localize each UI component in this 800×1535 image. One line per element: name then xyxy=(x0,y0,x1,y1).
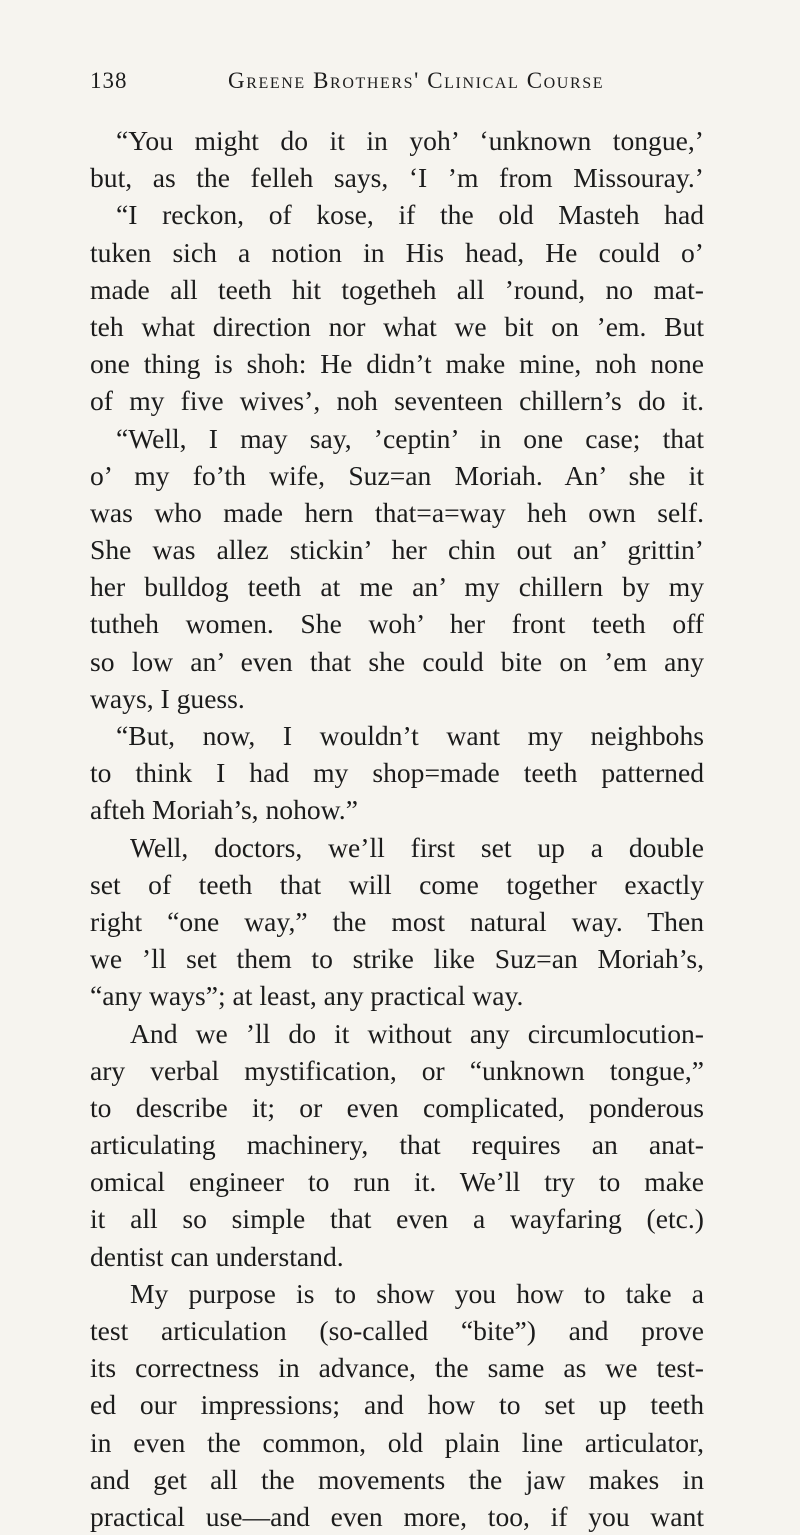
text-line: we ’ll set them to strike like Suz=an Moriah’s, xyxy=(90,943,704,975)
text-line: “any ways”; at least, any practical way. xyxy=(90,980,524,1012)
text-line: “I reckon, of kose, if the old Masteh had xyxy=(116,199,704,231)
running-title: Greene Brothers' Clinical Course xyxy=(228,68,605,93)
text-line: in even the common, old plain line articulator, xyxy=(90,1426,704,1458)
text-line: ed our impressions; and how to set up teeth xyxy=(90,1389,704,1421)
text-line: o’ my fo’th wife, Suz=an Moriah. An’ she it xyxy=(90,459,704,491)
body-text xyxy=(90,122,704,1535)
text-line: articulating machinery, that requires an anat- xyxy=(90,1129,704,1161)
text-line: her bulldog teeth at me an’ my chillern by my xyxy=(90,571,704,603)
text-line: ary verbal mystification, or “unknown tongue,” xyxy=(90,1054,704,1086)
text-line: practical use—and even more, too, if you want xyxy=(90,1500,704,1532)
text-line: but, as the felleh says, ‘I ’m from Missouray.’ xyxy=(90,162,704,194)
page-number: 138 xyxy=(90,68,128,93)
text-line: “But, now, I wouldn’t want my neighbohs xyxy=(116,720,704,751)
text-line: She was allez stickin’ her chin out an’ grittin’ xyxy=(90,534,704,566)
text-line: its correctness in advance, the same as we test- xyxy=(90,1352,704,1384)
text-line: “You might do it in yoh’ ‘unknown tongue,’ xyxy=(116,125,704,156)
text-line: set of teeth that will come together exactly xyxy=(90,868,704,900)
text-line: to describe it; or even complicated, ponderous xyxy=(90,1091,704,1123)
text-line: “Well, I may say, ’ceptin’ in one case; that xyxy=(116,422,704,454)
text-line: it all so simple that even a wayfaring (etc.) xyxy=(90,1203,704,1235)
text-line: tuken sich a notion in His head, He could o’ xyxy=(90,236,704,268)
text-line: was who made hern that=a=way heh own self. xyxy=(90,496,704,528)
text-line: Well, doctors, we’ll first set up a double xyxy=(130,831,704,863)
text-line: so low an’ even that she could bite on ’em any xyxy=(90,645,704,677)
text-line: And we ’ll do it without any circumlocution- xyxy=(130,1017,704,1049)
text-line: ways, I guess. xyxy=(90,682,245,714)
text-line: My purpose is to show you how to take a xyxy=(130,1277,704,1309)
text-line: and get all the movements the jaw makes in xyxy=(90,1463,704,1495)
text-line: right “one way,” the most natural way. Then xyxy=(90,905,704,937)
text-line: omical engineer to run it. We’ll try to make xyxy=(90,1166,704,1198)
text-line: dentist can understand. xyxy=(90,1240,344,1272)
text-line: teh what direction nor what we bit on ’em. But xyxy=(90,310,704,342)
text-line: of my five wives’, noh seventeen chillern’s do it. xyxy=(90,385,704,417)
text-line: to think I had my shop=made teeth patterned xyxy=(90,757,704,789)
text-line: test articulation (so-called “bite”) and prove xyxy=(90,1315,704,1346)
text-line: tutheh women. She woh’ her front teeth off xyxy=(90,608,704,640)
text-line: one thing is shoh: He didn’t make mine, noh none xyxy=(90,348,704,380)
text-line: made all teeth hit togetheh all ’round, no mat- xyxy=(90,273,704,305)
text-line: afteh Moriah’s, nohow.” xyxy=(90,794,358,826)
